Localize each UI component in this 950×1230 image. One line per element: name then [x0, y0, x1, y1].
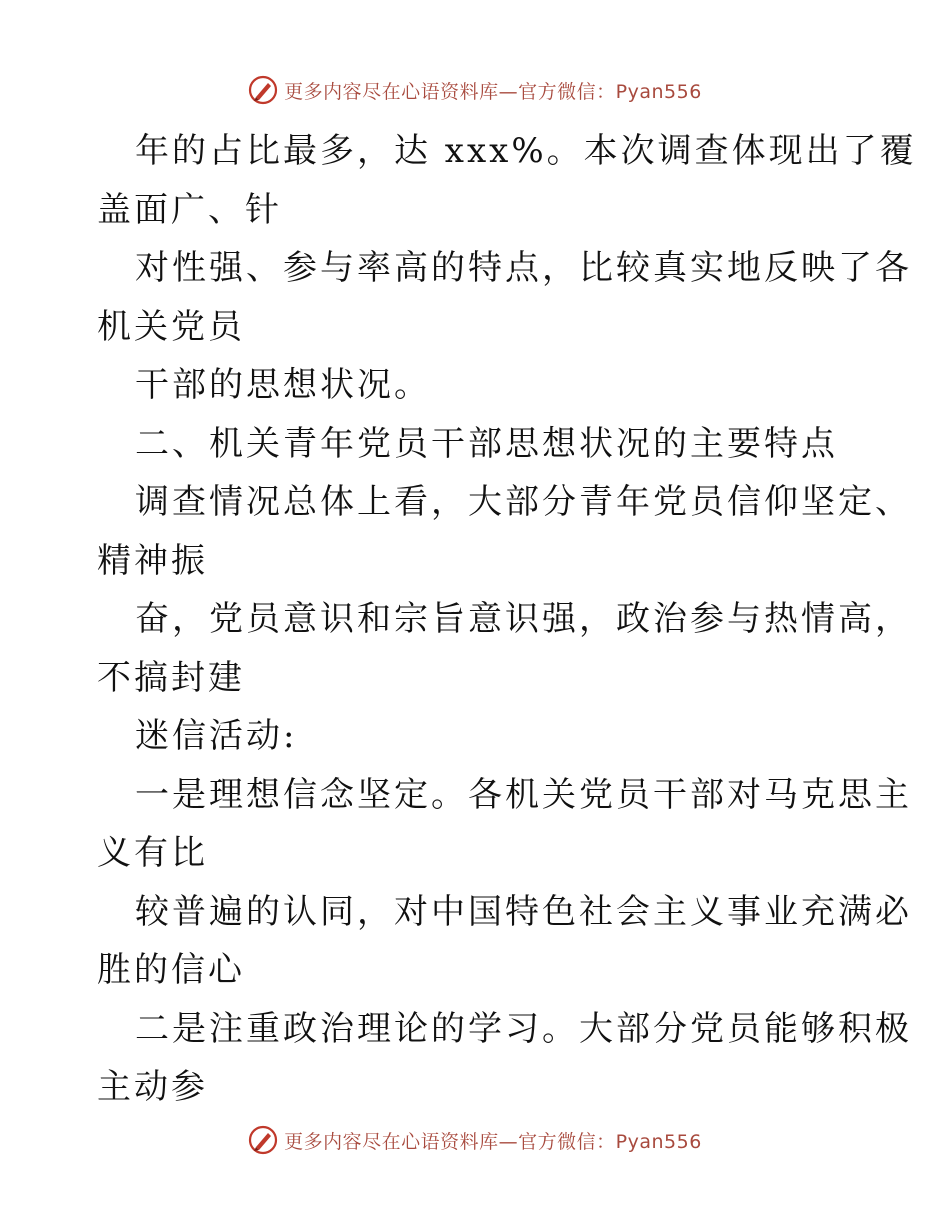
document-body	[97, 122, 917, 1117]
body-line: 不搞封建	[97, 657, 245, 698]
body-line: 调查情况总体上看，大部分青年党员信仰坚定、	[135, 482, 912, 522]
body-line: 干部的思想状况。	[135, 365, 431, 405]
body-line: 主动参	[97, 1067, 208, 1107]
body-line: 一是理想信念坚定。各机关党员干部对马克思主	[135, 774, 912, 815]
header-watermark-banner	[0, 70, 950, 110]
body-line: 二是注重政治理论的学习。大部分党员能够积极	[135, 1008, 912, 1049]
body-line: 精神振	[97, 540, 208, 581]
pen-logo-icon	[248, 75, 278, 105]
body-line: 机关党员	[97, 306, 245, 347]
section-heading: 二、机关青年党员干部思想状况的主要特点	[135, 423, 838, 464]
header-watermark-text: 更多内容尽在心语资料库—官方微信：Pyan556	[284, 80, 702, 103]
footer-watermark-banner	[0, 1120, 950, 1160]
body-line: 年的占比最多，达 xxx%。本次调查体现出了覆	[135, 131, 917, 171]
body-line: 盖面广、针	[97, 189, 282, 230]
pen-logo-icon	[248, 1125, 278, 1155]
body-line: 迷信活动:	[135, 716, 298, 756]
body-line: 义有比	[97, 833, 208, 873]
body-line: 胜的信心	[97, 950, 245, 990]
body-line: 对性强、参与率高的特点，比较真实地反映了各	[135, 248, 912, 288]
body-line: 奋，党员意识和宗旨意识强，政治参与热情高，	[135, 599, 912, 639]
body-line: 较普遍的认同，对中国特色社会主义事业充满必	[135, 891, 912, 932]
footer-watermark-text: 更多内容尽在心语资料库—官方微信：Pyan556	[284, 1130, 702, 1153]
